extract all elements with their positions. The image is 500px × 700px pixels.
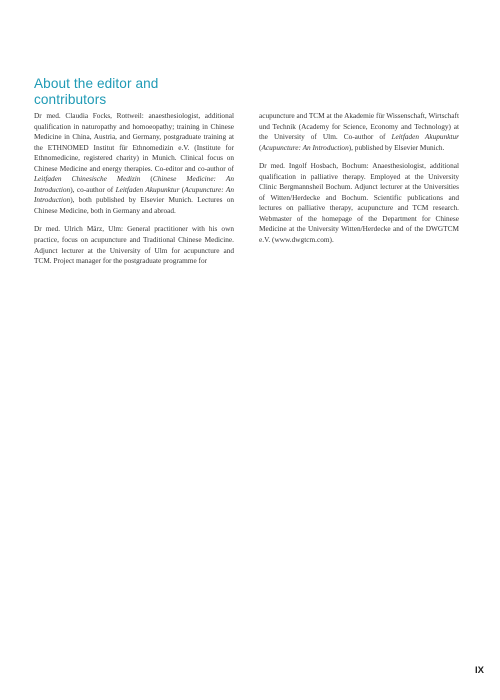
page-number: IX <box>475 665 484 676</box>
section-heading-line2: contributors <box>34 91 107 107</box>
book-title-translation: Acupuncture: An Introduction <box>261 142 349 152</box>
section-heading-line1: About the editor and <box>34 76 159 92</box>
book-title: Leitfaden Chinesische Medizin <box>34 174 141 184</box>
book-title-translation: Chinese Medicine: An Introduction <box>34 174 234 194</box>
bio-text: ( <box>259 142 262 152</box>
contributor-hosbach-bio: Dr med. Ingolf Hosbach, Bochum: Anaesthesiologist, additional qualification in palliative therapy. Employed at the University Clinic Bergmannsheil Bochum. Adjunct lecturer at the Universities of Witten/Herdecke and Bochum. Scientific publications and lectures on palliative therapy, acupuncture and TCM research. Webmaster of the homepage of the Department for Chinese Medicine at the University Witten/Herdecke and of the DWGTCM e.V. (www.dwgtcm.com). <box>259 161 459 245</box>
bio-text: ( <box>140 174 153 184</box>
bio-text: ), published by Elsevier Munich. <box>348 142 445 152</box>
left-column <box>34 111 234 275</box>
bio-text: ( <box>179 184 185 194</box>
bio-text: acupuncture and TCM at the Akademie für Wissenschaft, Wirtschaft und Technik (Academy for Science, Economy and Technology) at the University of Ulm. Co-author of <box>259 111 459 142</box>
contributor-focks-bio <box>34 111 234 216</box>
contributor-maerz-bio-continued <box>259 111 459 153</box>
bio-text: ), co-author of <box>70 184 116 194</box>
book-title-translation: Acupuncture: An Introduction <box>34 184 234 205</box>
bio-text: Dr med. Claudia Focks, Rottweil: anaesthesiologist, additional qualification in naturopathy and homoeopathy; training in Chinese Medicine in China, Austria, and Germany, postgraduate training at the ETHNOMED Institut für Ethnomedizin e.V. (Institute for Ethnomedicine, registered charity) in Munich. Clinical focus on Chinese Medicine and energy therapies. Co-editor and co-author of <box>34 111 234 173</box>
book-title: Leitfaden Akupunktur <box>391 132 459 142</box>
right-column <box>259 111 459 254</box>
contributor-maerz-bio: Dr med. Ulrich März, Ulm: General practitioner with his own practice, focus on acupuncture and Traditional Chinese Medicine. Adjunct lecturer at the University of Ulm for acupuncture and TCM. Project manager for the postgraduate programme for <box>34 224 234 266</box>
bio-text: ), both published by Elsevier Munich. Lectures on Chinese Medicine, both in Germany and abroad. <box>34 195 234 215</box>
book-title: Leitfaden Akupunktur <box>115 184 180 194</box>
section-heading <box>34 76 234 107</box>
